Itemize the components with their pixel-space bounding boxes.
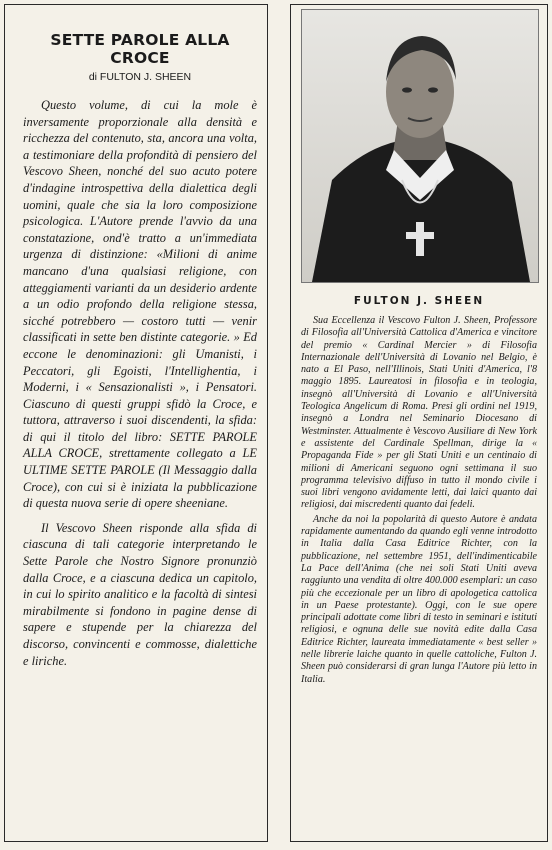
portrait-caption: FULTON J. SHEEN bbox=[353, 295, 485, 307]
book-description-column bbox=[4, 4, 268, 842]
biography-paragraph: Sua Eccellenza il Vescovo Fulton J. Sheen, Professore di Filosofia all'Università Cattolica d'America e vincitore del premio « Cardinal Mercier » di Filosofia Internazionale dell'Università di Lovanio nel Belgio, è nato a El Paso, nell'Illinois, Stati Uniti d'America, l'8 maggio 1895. Laureatosi in filosofia e in teologia, insegnò all'Università di Lovanio e all'Università Teologica Angelicum di Roma. Presi gli ordini nel 1919, insegnò a Londra nel Seminario Diocesano di Westminster. Attualmente è Vescovo Ausiliare di New York e assistente del Cardinale Spellman, dirige la « Propaganda Fide » per gli Stati Uniti e un centinaio di milioni di Americani seguono ogni settimana il suo programma televisivo diffuso in tutto il mondo civile i suoi libri vengono avidamente letti, dai laici quanto dai religiosi, dai miscredenti quanto dai fedeli. bbox=[301, 315, 537, 511]
author-portrait-photo bbox=[301, 9, 539, 283]
book-author-byline: di FULTON J. SHEEN bbox=[88, 71, 192, 83]
biography-paragraph: Anche da noi la popolarità di questo Autore è andata rapidamente aumentando da quando egli venne introdotto in Italia dalla Casa Editrice Richter, con la pubblicazione, nel settembre 1951, dell'indimenticabile La Pace dell'Anima (che nei soli Stati Uniti aveva raggiunto una vendita di oltre 400.000 esemplari: un caso più che eccezionale per un libro di apologetica cattolica in un Paese protestante). Oggi, con le sue opere principali adottate come libri di testo in seminari e istituti religiosi, e ognuna delle sue novità edite dalla Casa Editrice Richter, laureata immediatamente « best seller » nelle librerie laiche quanto in quelle cattoliche, Fulton J. Sheen può considerarsi di gran lunga l'Autore più letto in Italia. bbox=[301, 513, 537, 685]
description-paragraph: Il Vescovo Sheen risponde alla sfida di ciascuna di tali categorie interpretando le Sette Parole che Nostro Signore pronunziò dalla Croce, e a ciascuna dedica un capitolo, in cui lo spirito analitico e la facoltà di sintesi mirabilmente si fondono in pagine dense di sapere e stupende per la chiarezza del discorso, convincenti e commosse, dialettiche e liriche. bbox=[23, 520, 257, 668]
author-biography-column bbox=[290, 4, 548, 842]
description-paragraph: Questo volume, di cui la mole è inversamente proporzionale alla densità e ricchezza del contenuto, sta, ancora una volta, a testimoniare della profondità di pensiero del Vescovo Sheen, nonché del suo acuto potere d'indagine introspettiva della dialettica degli uomini, quale che sia la loro composizione psicologica. L'Autore prende l'avvio da una constatazione, ond'è tratto a un'immediata urgenza di distinzione: «Milioni di anime mancano d'una qualsiasi religione, con atteggiamenti varianti da un desiderio ardente a un odio profondo della religione stessa, sicché potrebbero — costoro tutti — venir classificati in sette ben distinte categorie. » Ed eccone le denominazioni: gli Umanisti, i Peccatori, gli Egoisti, l'Intellighentia, i Moderni, i « Sensazionalisti », i Pensatori. Ciascuno di questi gruppi sfidò la Croce, e tuttora, attraverso i suoi discendenti, la sfida: di qui il titolo del libro: SETTE PAROLE ALLA CROCE, strettamente collegato a LE ULTIME SETTE PAROLE (Il Messaggio dalla Croce), con cui si è iniziata la pubblicazione di questa nuova serie di opere sheeniane. bbox=[23, 98, 257, 511]
book-title: SETTE PAROLE ALLA CROCE bbox=[50, 31, 230, 67]
author-biography bbox=[301, 315, 537, 686]
book-description bbox=[23, 97, 257, 669]
